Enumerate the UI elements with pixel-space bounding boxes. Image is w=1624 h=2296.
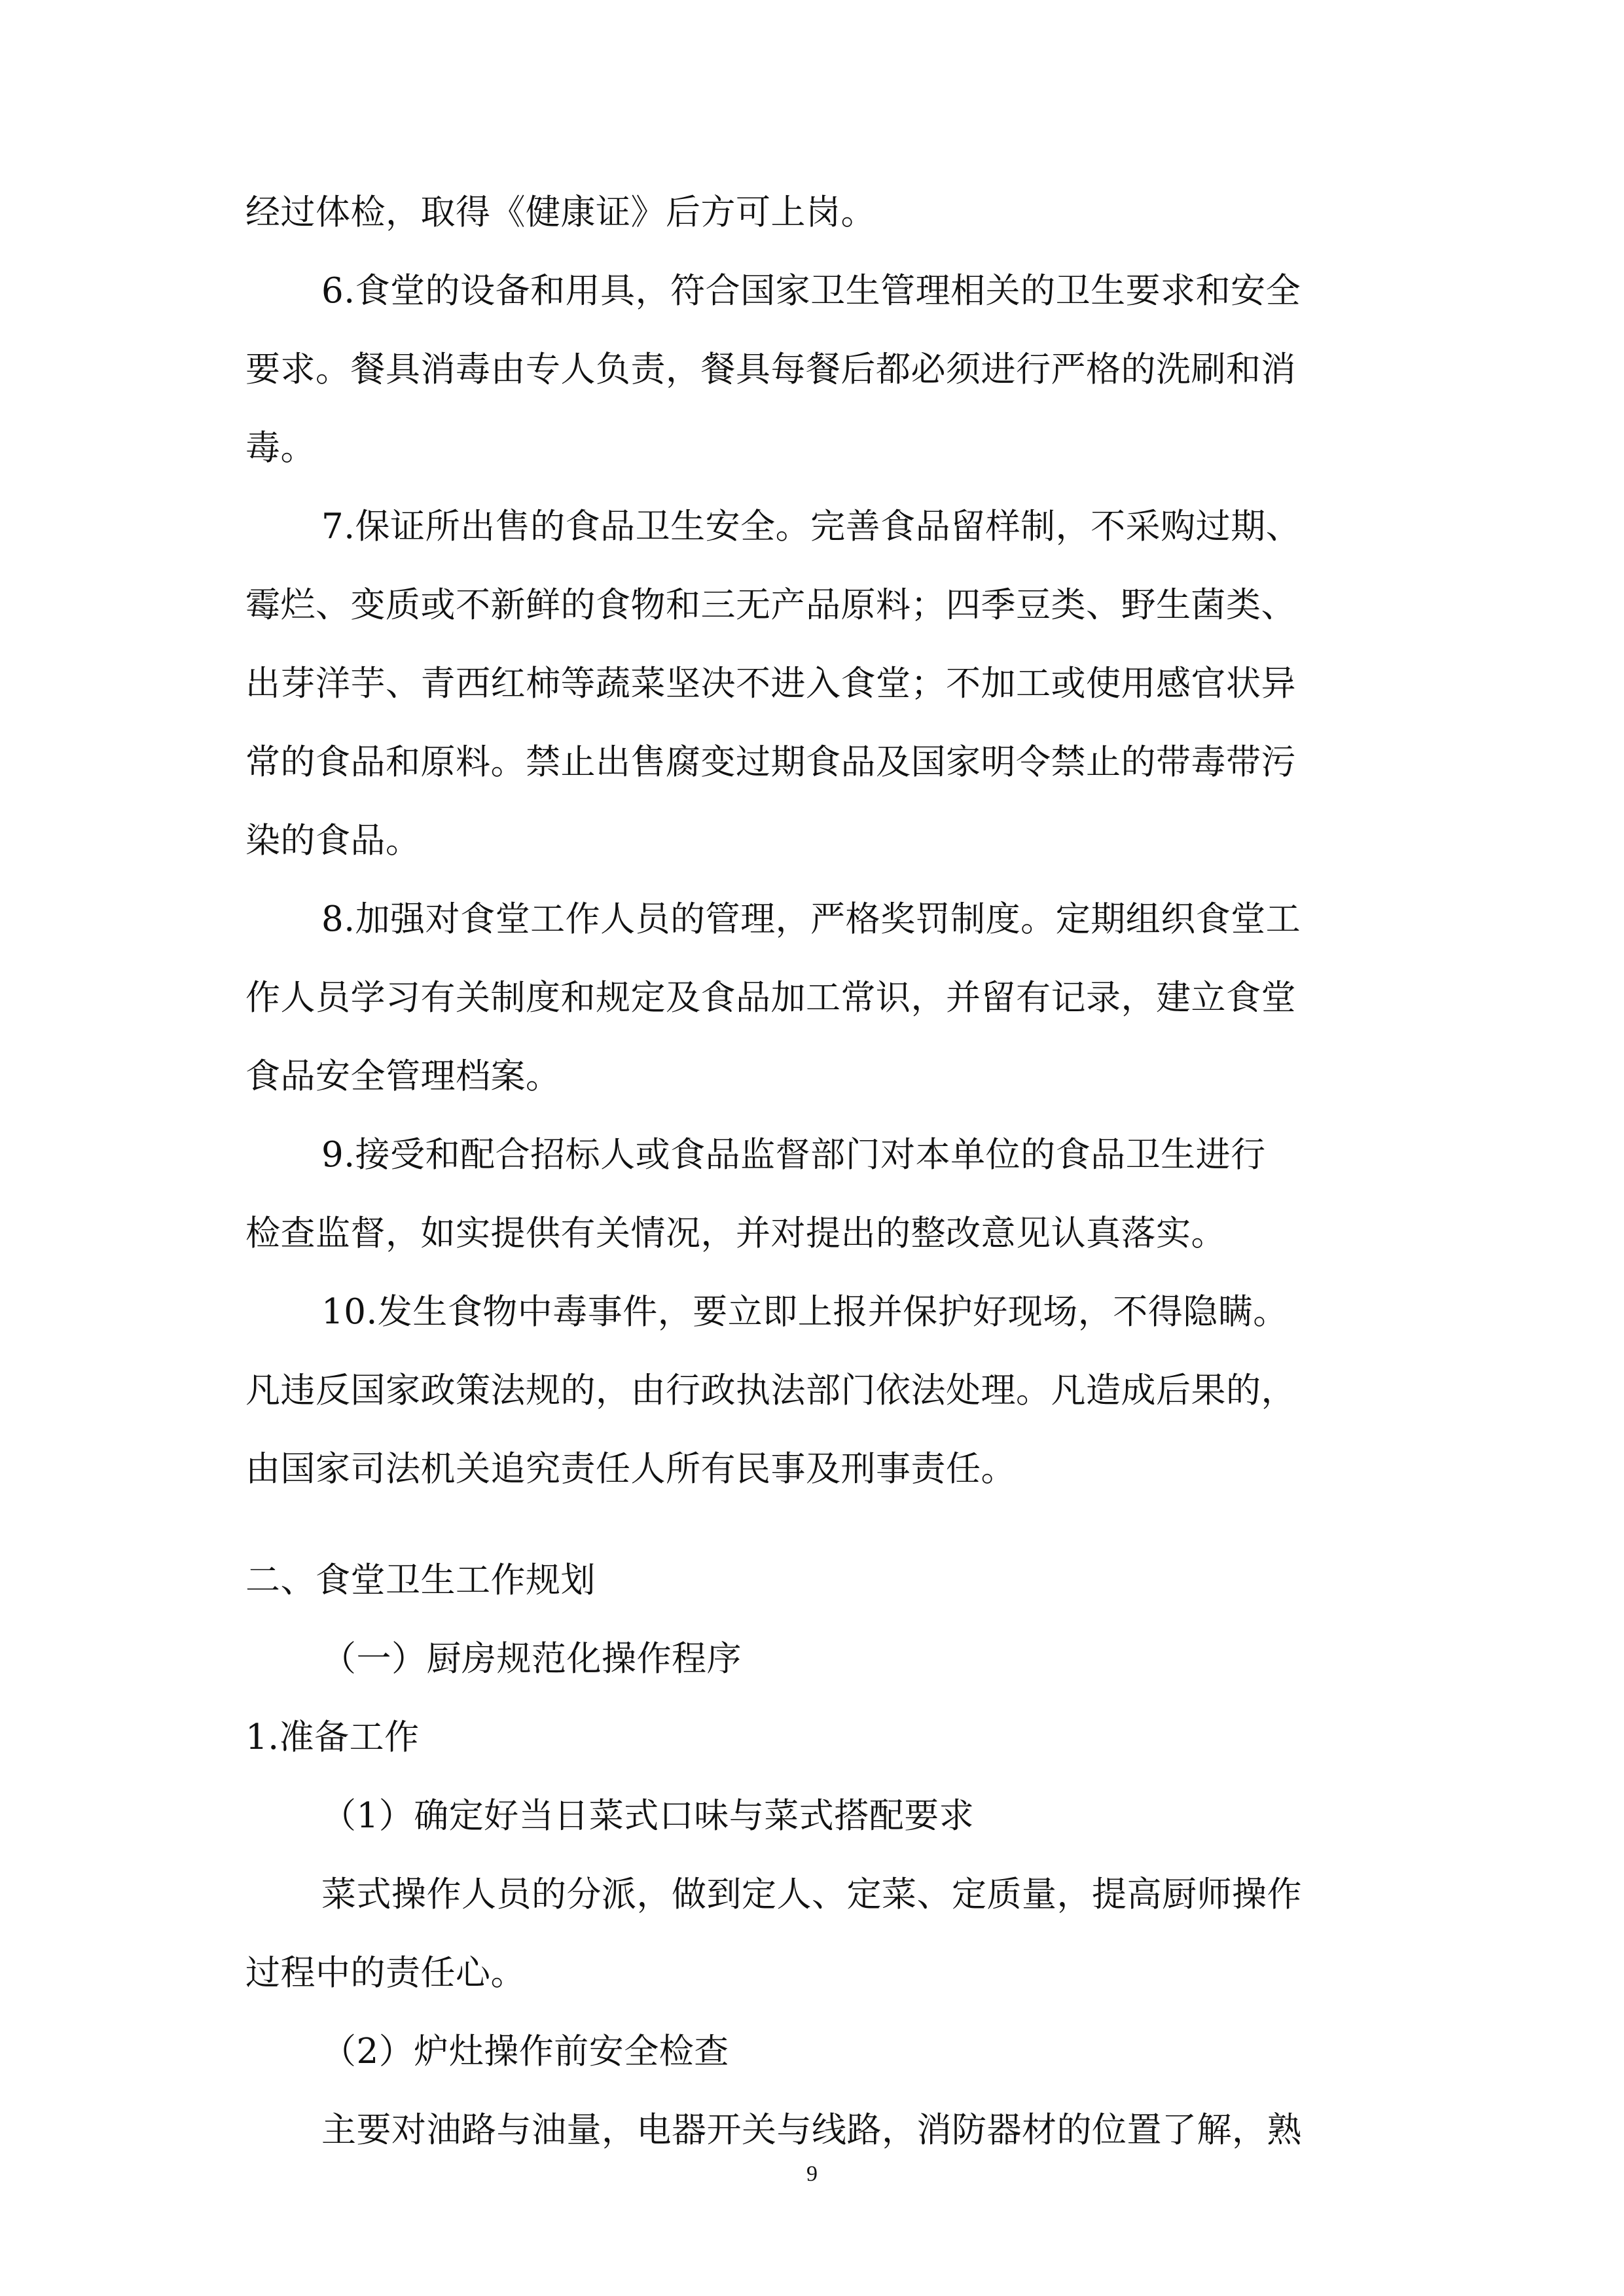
- subitem-heading: （2）炉灶操作前安全检查: [321, 2032, 729, 2072]
- text-line: 作人员学习有关制度和规定及食品加工常识，并留有记录，建立食堂: [245, 978, 1296, 1018]
- text-line: 7.保证所出售的食品卫生安全。完善食品留样制，不采购过期、: [321, 507, 1301, 547]
- section-heading: 二、食堂卫生工作规划: [245, 1560, 596, 1600]
- text-line: 菜式操作人员的分派，做到定人、定菜、定质量，提高厨师操作: [321, 1874, 1302, 1914]
- text-line: 染的食品。: [245, 821, 421, 861]
- text-line: 经过体检，取得《健康证》后方可上岗。: [245, 192, 876, 232]
- text-line: 食品安全管理档案。: [245, 1056, 561, 1096]
- subsection-heading: （一）厨房规范化操作程序: [321, 1639, 742, 1679]
- text-line: 6.食堂的设备和用具，符合国家卫生管理相关的卫生要求和安全: [321, 271, 1301, 311]
- page-number: 9: [806, 2162, 818, 2186]
- text-line: 霉烂、变质或不新鲜的食物和三无产品原料；四季豆类、野生菌类、: [245, 585, 1296, 625]
- text-line: 9.接受和配合招标人或食品监督部门对本单位的食品卫生进行: [321, 1135, 1266, 1175]
- text-line: 毒。: [245, 428, 316, 468]
- text-line: 凡违反国家政策法规的，由行政执法部门依法处理。凡造成后果的，: [245, 1371, 1296, 1410]
- text-line: 要求。餐具消毒由专人负责，餐具每餐后都必须进行严格的洗刷和消: [245, 350, 1296, 389]
- text-line: 出芽洋芋、青西红柿等蔬菜坚决不进入食堂；不加工或使用感官状异: [245, 664, 1296, 704]
- text-line: 主要对油路与油量，电器开关与线路，消防器材的位置了解，熟: [321, 2110, 1302, 2150]
- text-line: 过程中的责任心。: [245, 1953, 526, 1993]
- subitem-heading: （1）确定好当日菜式口味与菜式搭配要求: [321, 1796, 975, 1836]
- text-line: 常的食品和原料。禁止出售腐变过期食品及国家明令禁止的带毒带污: [245, 742, 1296, 782]
- text-line: 检查监督，如实提供有关情况，并对提出的整改意见认真落实。: [245, 1213, 1226, 1253]
- text-line: 10.发生食物中毒事件，要立即上报并保护好现场，不得隐瞒。: [321, 1292, 1288, 1332]
- item-heading: 1.准备工作: [245, 1717, 420, 1757]
- text-line: 由国家司法机关追究责任人所有民事及刑事责任。: [245, 1449, 1016, 1489]
- text-line: 8.加强对食堂工作人员的管理，严格奖罚制度。定期组织食堂工: [321, 899, 1301, 939]
